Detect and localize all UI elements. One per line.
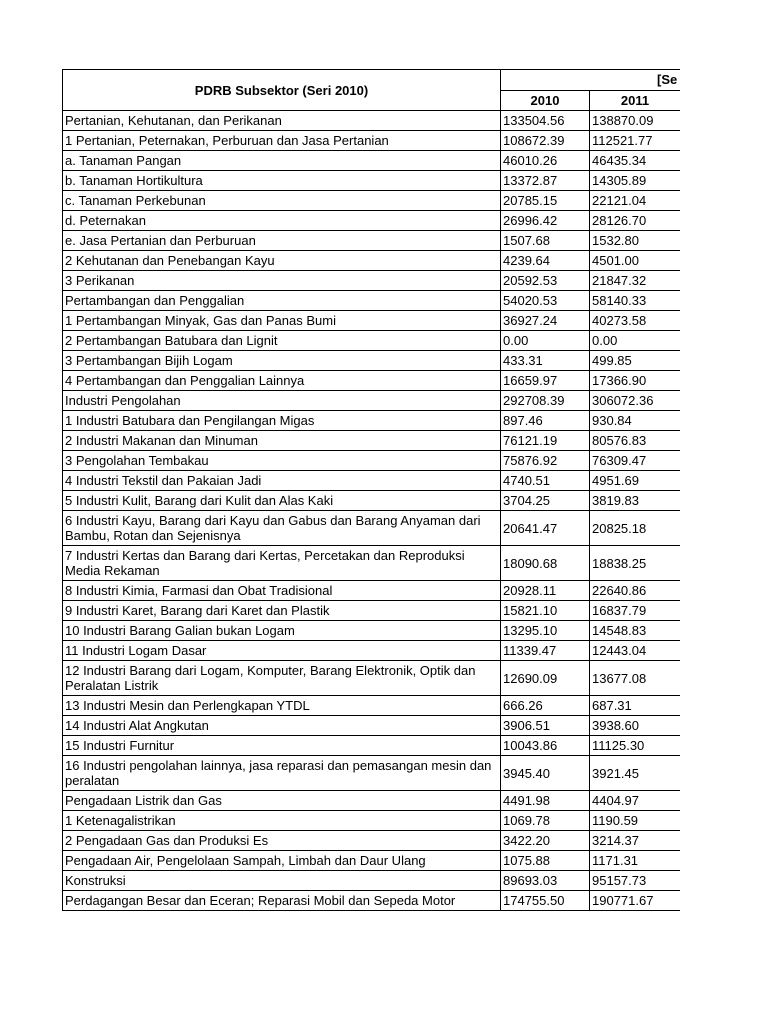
- table-row: [63, 736, 681, 756]
- row-label: 5 Industri Kulit, Barang dari Kulit dan Alas Kaki: [63, 491, 501, 511]
- row-label: 3 Pengolahan Tembakau: [63, 451, 501, 471]
- value-2011: 12443.04: [590, 641, 681, 661]
- value-2011: 28126.70: [590, 211, 681, 231]
- value-2010: 13295.10: [501, 621, 590, 641]
- row-label: 3 Perikanan: [63, 271, 501, 291]
- row-label: 2 Pengadaan Gas dan Produksi Es: [63, 831, 501, 851]
- table-row: [63, 331, 681, 351]
- table-row: [63, 546, 681, 581]
- value-2010: 292708.39: [501, 391, 590, 411]
- row-label: 4 Pertambangan dan Penggalian Lainnya: [63, 371, 501, 391]
- value-2010: 3906.51: [501, 716, 590, 736]
- row-label: 6 Industri Kayu, Barang dari Kayu dan Gabus dan Barang Anyaman dari Bambu, Rotan dan Sejenisnya: [63, 511, 501, 546]
- row-label: b. Tanaman Hortikultura: [63, 171, 501, 191]
- row-label: 1 Ketenagalistrikan: [63, 811, 501, 831]
- row-label: 13 Industri Mesin dan Perlengkapan YTDL: [63, 696, 501, 716]
- value-2010: 54020.53: [501, 291, 590, 311]
- value-2011: 190771.67: [590, 891, 681, 911]
- value-2011: 20825.18: [590, 511, 681, 546]
- value-2010: 89693.03: [501, 871, 590, 891]
- row-label: 11 Industri Logam Dasar: [63, 641, 501, 661]
- table-row: [63, 756, 681, 791]
- value-2010: 3422.20: [501, 831, 590, 851]
- value-2010: 4239.64: [501, 251, 590, 271]
- value-2010: 0.00: [501, 331, 590, 351]
- value-2011: 4951.69: [590, 471, 681, 491]
- value-2010: 46010.26: [501, 151, 590, 171]
- header-group: [Se: [501, 70, 681, 91]
- value-2011: 95157.73: [590, 871, 681, 891]
- row-label: 4 Industri Tekstil dan Pakaian Jadi: [63, 471, 501, 491]
- row-label: 16 Industri pengolahan lainnya, jasa reparasi dan pemasangan mesin dan peralatan: [63, 756, 501, 791]
- table-row: [63, 211, 681, 231]
- value-2010: 76121.19: [501, 431, 590, 451]
- value-2010: 75876.92: [501, 451, 590, 471]
- row-label: 8 Industri Kimia, Farmasi dan Obat Tradisional: [63, 581, 501, 601]
- row-label: 2 Pertambangan Batubara dan Lignit: [63, 331, 501, 351]
- value-2010: 10043.86: [501, 736, 590, 756]
- table-row: [63, 451, 681, 471]
- value-2011: 46435.34: [590, 151, 681, 171]
- pdrb-table: [62, 69, 680, 911]
- row-label: Pengadaan Air, Pengelolaan Sampah, Limbah dan Daur Ulang: [63, 851, 501, 871]
- row-label: 12 Industri Barang dari Logam, Komputer, Barang Elektronik, Optik dan Peralatan Listrik: [63, 661, 501, 696]
- value-2011: 22640.86: [590, 581, 681, 601]
- value-2011: 306072.36: [590, 391, 681, 411]
- value-2011: 930.84: [590, 411, 681, 431]
- row-label: e. Jasa Pertanian dan Perburuan: [63, 231, 501, 251]
- table-row: [63, 411, 681, 431]
- value-2010: 20592.53: [501, 271, 590, 291]
- table-row: [63, 171, 681, 191]
- table-row: [63, 151, 681, 171]
- value-2010: 11339.47: [501, 641, 590, 661]
- value-2010: 20785.15: [501, 191, 590, 211]
- value-2010: 3704.25: [501, 491, 590, 511]
- table-row: [63, 696, 681, 716]
- value-2011: 4501.00: [590, 251, 681, 271]
- table-row: [63, 601, 681, 621]
- value-2011: 687.31: [590, 696, 681, 716]
- table-row: [63, 716, 681, 736]
- value-2010: 13372.87: [501, 171, 590, 191]
- table-row: [63, 791, 681, 811]
- value-2011: 1171.31: [590, 851, 681, 871]
- value-2011: 80576.83: [590, 431, 681, 451]
- row-label: Industri Pengolahan: [63, 391, 501, 411]
- table-row: [63, 831, 681, 851]
- table-row: [63, 351, 681, 371]
- value-2011: 22121.04: [590, 191, 681, 211]
- table-row: [63, 891, 681, 911]
- value-2011: 1190.59: [590, 811, 681, 831]
- value-2011: 21847.32: [590, 271, 681, 291]
- header-year-2011: 2011: [590, 90, 681, 111]
- table-row: [63, 291, 681, 311]
- value-2010: 12690.09: [501, 661, 590, 696]
- value-2011: 138870.09: [590, 111, 681, 131]
- header-label: PDRB Subsektor (Seri 2010): [63, 70, 501, 111]
- value-2010: 18090.68: [501, 546, 590, 581]
- table-row: [63, 581, 681, 601]
- header-year-2010: 2010: [501, 90, 590, 111]
- table-row: [63, 231, 681, 251]
- row-label: 9 Industri Karet, Barang dari Karet dan Plastik: [63, 601, 501, 621]
- table-row: [63, 871, 681, 891]
- value-2010: 1075.88: [501, 851, 590, 871]
- value-2011: 14305.89: [590, 171, 681, 191]
- value-2010: 433.31: [501, 351, 590, 371]
- value-2011: 13677.08: [590, 661, 681, 696]
- row-label: 2 Kehutanan dan Penebangan Kayu: [63, 251, 501, 271]
- value-2010: 666.26: [501, 696, 590, 716]
- row-label: Pertanian, Kehutanan, dan Perikanan: [63, 111, 501, 131]
- row-label: Pertambangan dan Penggalian: [63, 291, 501, 311]
- row-label: Perdagangan Besar dan Eceran; Reparasi Mobil dan Sepeda Motor: [63, 891, 501, 911]
- row-label: 2 Industri Makanan dan Minuman: [63, 431, 501, 451]
- table-row: [63, 431, 681, 451]
- value-2011: 3921.45: [590, 756, 681, 791]
- table-row: [63, 811, 681, 831]
- row-label: 1 Industri Batubara dan Pengilangan Migas: [63, 411, 501, 431]
- value-2010: 26996.42: [501, 211, 590, 231]
- value-2011: 11125.30: [590, 736, 681, 756]
- value-2011: 76309.47: [590, 451, 681, 471]
- value-2011: 499.85: [590, 351, 681, 371]
- value-2011: 16837.79: [590, 601, 681, 621]
- value-2011: 112521.77: [590, 131, 681, 151]
- value-2010: 1507.68: [501, 231, 590, 251]
- table-row: [63, 661, 681, 696]
- value-2011: 0.00: [590, 331, 681, 351]
- table-row: [63, 371, 681, 391]
- row-label: Pengadaan Listrik dan Gas: [63, 791, 501, 811]
- value-2010: 36927.24: [501, 311, 590, 331]
- table-row: [63, 851, 681, 871]
- value-2011: 40273.58: [590, 311, 681, 331]
- value-2010: 4740.51: [501, 471, 590, 491]
- row-label: 7 Industri Kertas dan Barang dari Kertas, Percetakan dan Reproduksi Media Rekaman: [63, 546, 501, 581]
- value-2010: 3945.40: [501, 756, 590, 791]
- row-label: d. Peternakan: [63, 211, 501, 231]
- row-label: 3 Pertambangan Bijih Logam: [63, 351, 501, 371]
- value-2010: 897.46: [501, 411, 590, 431]
- value-2010: 1069.78: [501, 811, 590, 831]
- row-label: 15 Industri Furnitur: [63, 736, 501, 756]
- value-2011: 3214.37: [590, 831, 681, 851]
- value-2011: 58140.33: [590, 291, 681, 311]
- table-row: [63, 641, 681, 661]
- value-2011: 17366.90: [590, 371, 681, 391]
- value-2010: 20928.11: [501, 581, 590, 601]
- value-2010: 15821.10: [501, 601, 590, 621]
- value-2010: 16659.97: [501, 371, 590, 391]
- row-label: 14 Industri Alat Angkutan: [63, 716, 501, 736]
- row-label: 1 Pertambangan Minyak, Gas dan Panas Bumi: [63, 311, 501, 331]
- value-2011: 3938.60: [590, 716, 681, 736]
- value-2010: 20641.47: [501, 511, 590, 546]
- row-label: 10 Industri Barang Galian bukan Logam: [63, 621, 501, 641]
- pdrb-table-viewport: [62, 69, 680, 911]
- value-2011: 4404.97: [590, 791, 681, 811]
- row-label: Konstruksi: [63, 871, 501, 891]
- row-label: 1 Pertanian, Peternakan, Perburuan dan Jasa Pertanian: [63, 131, 501, 151]
- value-2011: 14548.83: [590, 621, 681, 641]
- table-row: [63, 111, 681, 131]
- row-label: c. Tanaman Perkebunan: [63, 191, 501, 211]
- value-2011: 3819.83: [590, 491, 681, 511]
- table-row: [63, 311, 681, 331]
- value-2011: 1532.80: [590, 231, 681, 251]
- table-row: [63, 191, 681, 211]
- row-label: a. Tanaman Pangan: [63, 151, 501, 171]
- table-row: [63, 131, 681, 151]
- value-2011: 18838.25: [590, 546, 681, 581]
- table-row: [63, 491, 681, 511]
- table-row: [63, 251, 681, 271]
- value-2010: 133504.56: [501, 111, 590, 131]
- table-row: [63, 271, 681, 291]
- table-row: [63, 391, 681, 411]
- table-row: [63, 511, 681, 546]
- table-body: [63, 111, 681, 911]
- table-row: [63, 471, 681, 491]
- value-2010: 4491.98: [501, 791, 590, 811]
- value-2010: 174755.50: [501, 891, 590, 911]
- table-row: [63, 621, 681, 641]
- value-2010: 108672.39: [501, 131, 590, 151]
